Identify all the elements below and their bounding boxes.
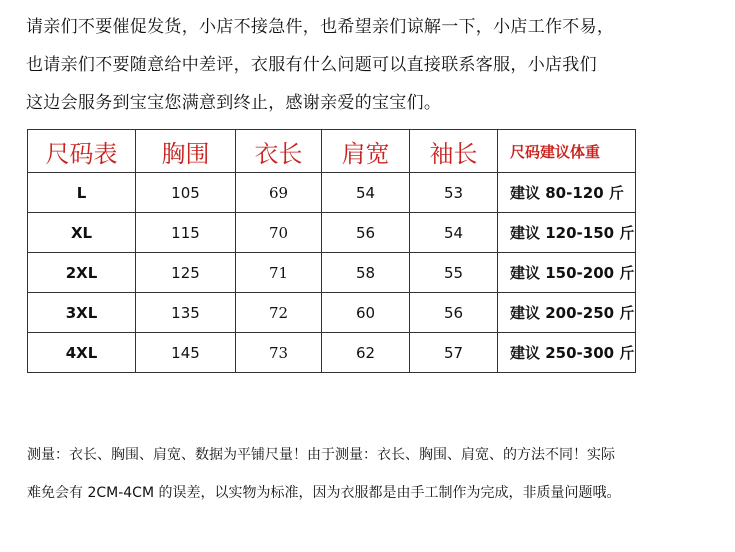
shoulder-cell: 54 bbox=[322, 173, 410, 213]
table-header-row bbox=[28, 130, 636, 173]
sleeve-cell: 53 bbox=[410, 173, 498, 213]
sleeve-cell: 57 bbox=[410, 333, 498, 373]
length-cell: 70 bbox=[236, 213, 322, 253]
note-line: 难免会有 2CM-4CM 的误差，以实物为标准，因为衣服都是由手工制作为完成，非质量问题哦。 bbox=[27, 485, 621, 501]
notice-line: 请亲们不要催促发货，小店不接急件，也希望亲们谅解一下，小店工作不易， bbox=[26, 17, 615, 37]
note-line: 测量：衣长、胸围、肩宽、数据为平铺尺量！由于测量：衣长、胸围、肩宽、的方法不同！实际 bbox=[27, 447, 615, 463]
size-cell: L bbox=[28, 173, 136, 213]
chest-cell: 125 bbox=[136, 253, 236, 293]
length-cell: 72 bbox=[236, 293, 322, 333]
table-row bbox=[28, 173, 636, 213]
weight-cell: 建议 150-200 斤 bbox=[498, 253, 636, 293]
size-cell: 4XL bbox=[28, 333, 136, 373]
header-chest: 胸围 bbox=[136, 130, 236, 173]
table-row bbox=[28, 293, 636, 333]
notice-line: 这边会服务到宝宝您满意到终止，感谢亲爱的宝宝们。 bbox=[26, 93, 442, 113]
weight-cell: 建议 80-120 斤 bbox=[498, 173, 636, 213]
shoulder-cell: 58 bbox=[322, 253, 410, 293]
size-cell: 2XL bbox=[28, 253, 136, 293]
header-length: 衣长 bbox=[236, 130, 322, 173]
weight-cell: 建议 200-250 斤 bbox=[498, 293, 636, 333]
size-cell: XL bbox=[28, 213, 136, 253]
table-row bbox=[28, 333, 636, 373]
table-row bbox=[28, 213, 636, 253]
chest-cell: 145 bbox=[136, 333, 236, 373]
header-shoulder: 肩宽 bbox=[322, 130, 410, 173]
length-cell: 71 bbox=[236, 253, 322, 293]
sleeve-cell: 55 bbox=[410, 253, 498, 293]
shoulder-cell: 62 bbox=[322, 333, 410, 373]
chest-cell: 105 bbox=[136, 173, 236, 213]
length-cell: 73 bbox=[236, 333, 322, 373]
chest-cell: 115 bbox=[136, 213, 236, 253]
notice-text bbox=[26, 8, 726, 122]
size-chart-table bbox=[27, 129, 636, 373]
header-size: 尺码表 bbox=[28, 130, 136, 173]
notice-line: 也请亲们不要随意给中差评，衣服有什么问题可以直接联系客服，小店我们 bbox=[26, 55, 597, 75]
length-cell: 69 bbox=[236, 173, 322, 213]
weight-cell: 建议 250-300 斤 bbox=[498, 333, 636, 373]
shoulder-cell: 60 bbox=[322, 293, 410, 333]
header-sleeve: 袖长 bbox=[410, 130, 498, 173]
sleeve-cell: 54 bbox=[410, 213, 498, 253]
header-weight: 尺码建议体重 bbox=[498, 130, 636, 173]
table-row bbox=[28, 253, 636, 293]
weight-cell: 建议 120-150 斤 bbox=[498, 213, 636, 253]
size-cell: 3XL bbox=[28, 293, 136, 333]
shoulder-cell: 56 bbox=[322, 213, 410, 253]
chest-cell: 135 bbox=[136, 293, 236, 333]
measurement-note bbox=[27, 436, 727, 512]
sleeve-cell: 56 bbox=[410, 293, 498, 333]
